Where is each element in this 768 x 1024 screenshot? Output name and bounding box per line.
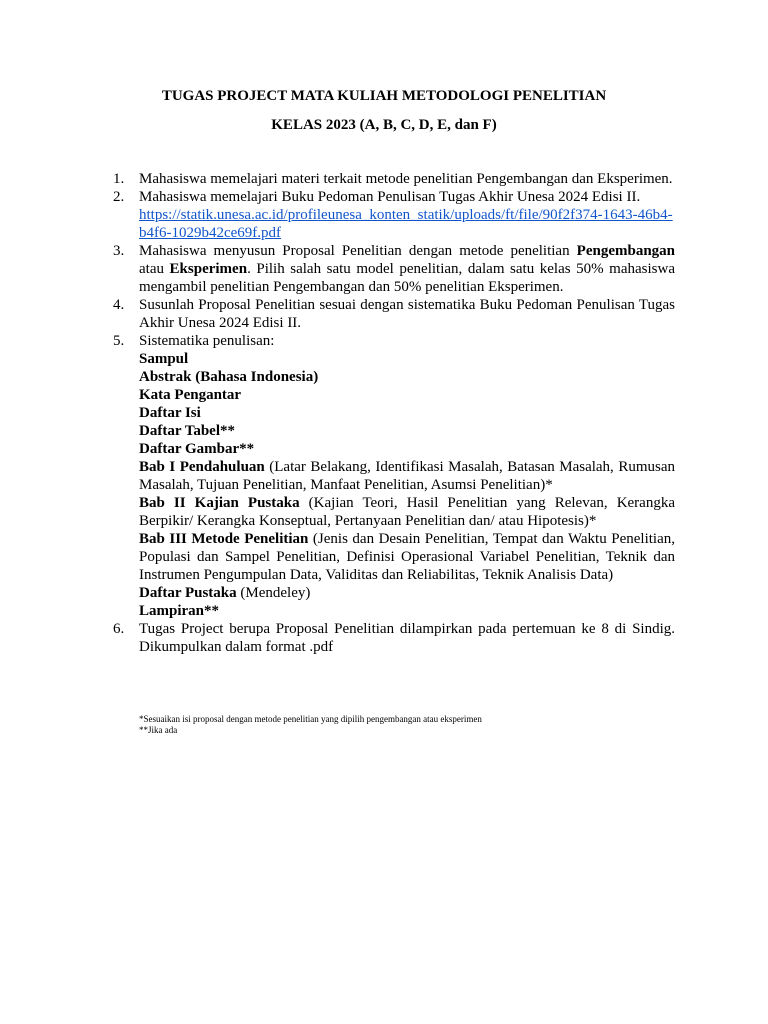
item-number: 1. [113, 171, 125, 187]
footnotes [139, 714, 659, 736]
list-item [113, 242, 675, 296]
section-title: Daftar Gambar** [139, 441, 255, 457]
section-item [139, 494, 675, 530]
item-text: Mahasiswa memelajari materi terkait metode penelitian Pengembangan dan Eksperimen. [139, 171, 673, 187]
item-text: . Pilih salah satu model penelitian, dalam satu kelas 50% mahasiswa mengambil penelitian Pengembangan dan 50% penelitian Eksperimen. [139, 261, 675, 295]
section-title: Abstrak (Bahasa Indonesia) [139, 369, 319, 385]
section-item [139, 386, 675, 404]
item-text: atau [139, 261, 170, 277]
section-item [139, 458, 675, 494]
section-item [139, 440, 675, 458]
section-title: Lampiran** [139, 603, 220, 619]
section-item [139, 584, 675, 602]
list-item [113, 296, 675, 332]
section-detail: (Kajian Teori, Hasil Penelitian yang Relevan, Kerangka Berpikir/ Kerangka Konseptual, Pertanyaan Penelitian dan/ atau Hipotesis)* [139, 495, 675, 529]
document-title: TUGAS PROJECT MATA KULIAH METODOLOGI PENELITIAN [161, 88, 607, 104]
section-item [139, 422, 675, 440]
list-item [113, 188, 675, 242]
section-title: Bab I Pendahuluan [139, 459, 265, 475]
list-item [113, 332, 675, 620]
section-title: Daftar Tabel** [139, 423, 235, 439]
item-number: 4. [113, 297, 125, 313]
section-title: Bab II Kajian Pustaka [139, 495, 300, 511]
section-detail: (Jenis dan Desain Penelitian, Tempat dan Waktu Penelitian, Populasi dan Sampel Penelitian, Definisi Operasional Variabel Penelitian, Teknik dan Instrumen Pengumpulan Data, Validitas dan Reliabilitas, Teknik Analisis Data) [139, 531, 675, 583]
section-item [139, 350, 675, 368]
item-text: Sistematika penulisan: [139, 333, 275, 349]
guide-pdf-link[interactable]: https://statik.unesa.ac.id/profileunesa_konten_statik/uploads/ft/file/90f2f374-1643-46b4-b4f6-1029b42ce69f.pdf [139, 207, 673, 241]
list-item [113, 620, 675, 656]
section-title: Daftar Isi [139, 405, 201, 421]
section-title: Kata Pengantar [139, 387, 242, 403]
section-title: Sampul [139, 351, 189, 367]
emphasis-pengembangan: Pengembangan [576, 243, 675, 259]
footnote: *Sesuaikan isi proposal dengan metode penelitian yang dipilih pengembangan atau eksperimen [139, 714, 482, 724]
item-number: 3. [113, 243, 125, 259]
section-item [139, 404, 675, 422]
section-item [139, 602, 675, 620]
emphasis-eksperimen: Eksperimen [169, 261, 248, 277]
item-text: Susunlah Proposal Penelitian sesuai dengan sistematika Buku Pedoman Penulisan Tugas Akhir Unesa 2024 Edisi II. [139, 297, 675, 331]
item-text: Tugas Project berupa Proposal Penelitian dilampirkan pada pertemuan ke 8 di Sindig. Dikumpulkan dalam format .pdf [139, 621, 675, 655]
footnote: **Jika ada [139, 725, 178, 735]
item-number: 6. [113, 621, 125, 637]
task-list [113, 170, 675, 656]
section-item [139, 368, 675, 386]
item-number: 5. [113, 333, 125, 349]
section-detail: (Mendeley) [236, 585, 311, 601]
document-subtitle: KELAS 2023 (A, B, C, D, E, dan F) [271, 117, 497, 133]
item-number: 2. [113, 189, 125, 205]
section-detail: (Latar Belakang, Identifikasi Masalah, Batasan Masalah, Rumusan Masalah, Tujuan Penelitian, Manfaat Penelitian, Asumsi Penelitian)* [139, 459, 675, 493]
section-title: Daftar Pustaka [139, 585, 237, 601]
section-title: Bab III Metode Penelitian [139, 531, 309, 547]
item-text: Mahasiswa memelajari Buku Pedoman Penulisan Tugas Akhir Unesa 2024 Edisi II. [139, 189, 641, 205]
list-item [113, 170, 675, 188]
section-list [139, 350, 675, 620]
item-text: Mahasiswa menyusun Proposal Penelitian dengan metode penelitian [139, 243, 577, 259]
section-item [139, 530, 675, 584]
